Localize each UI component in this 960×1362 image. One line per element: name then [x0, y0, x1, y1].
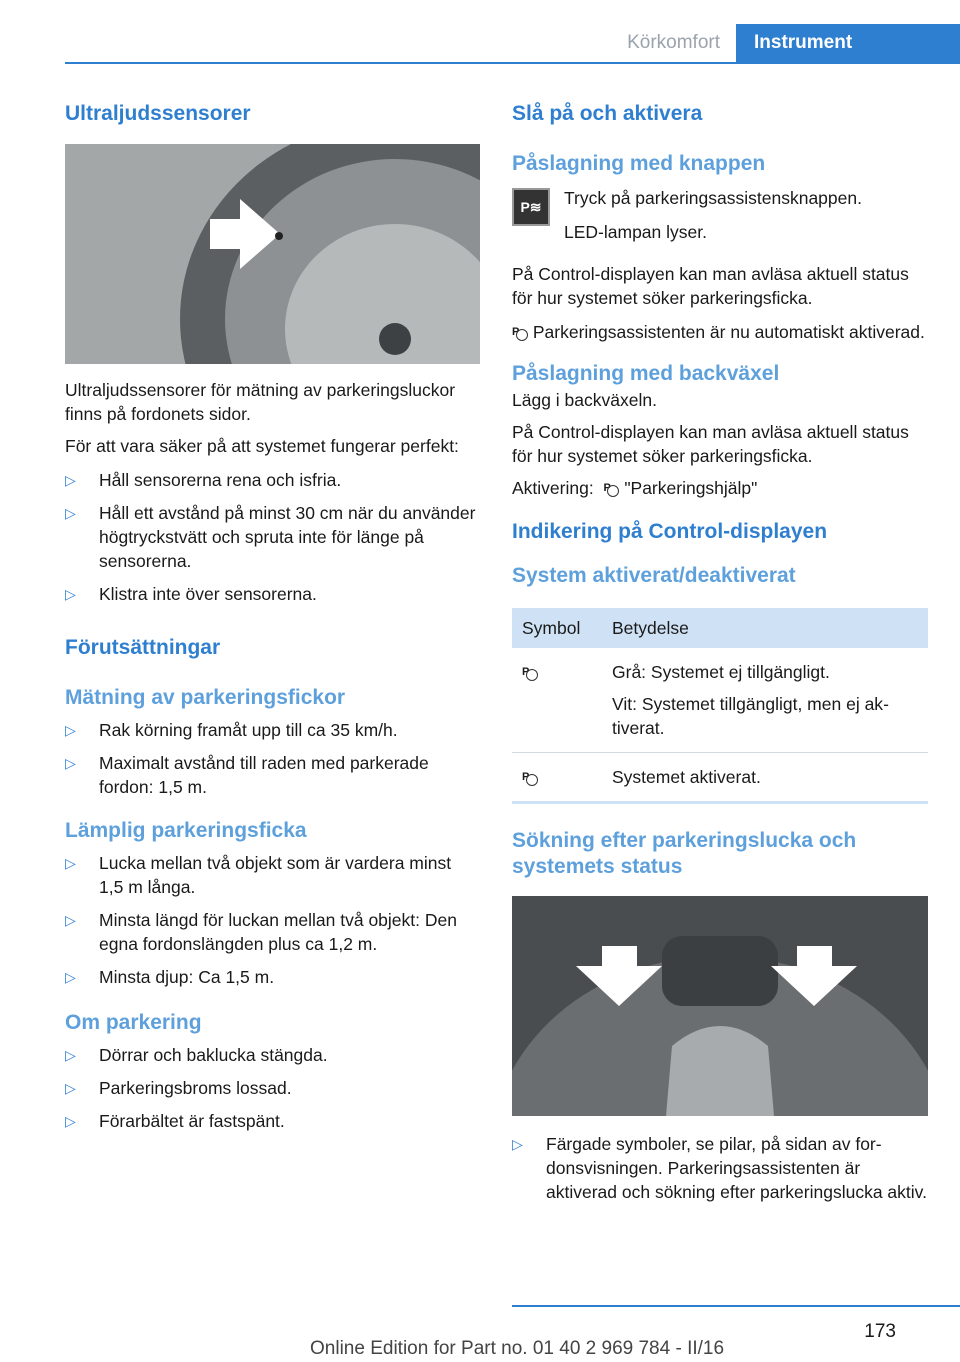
list-item: ▷ Parkeringsbroms lossad.: [65, 1076, 480, 1100]
heading-prerequisites: Förutsättningar: [65, 636, 221, 659]
heading-display: Indikering på Control-displayen: [512, 520, 828, 543]
right-column: [512, 100, 927, 1204]
subheading: System aktiverat/deaktiverat: [512, 564, 796, 587]
paragraph-with-icon: [512, 320, 927, 344]
chapter-tab: Instrument: [736, 24, 960, 62]
page-footer: [512, 1305, 960, 1342]
list-item: ▷ Förarbältet är fastspänt.: [65, 1109, 480, 1133]
paragraph: Tryck på parkeringsassistensknappen.: [564, 188, 862, 208]
subheading: Sökning efter parkeringslucka och systemets status: [512, 829, 857, 878]
table-cell: Vit: Systemet tillgängligt, men ej aktiverat.: [612, 694, 889, 738]
paragraph-text: Parkeringsassistenten är nu automatiskt aktiverad.: [532, 322, 925, 342]
symbol-table: [512, 608, 928, 804]
list-item: ▷ Minsta djup: Ca 1,5 m.: [65, 965, 480, 989]
list-item: ▷ Rak körning framåt upp till ca 35 km/h.: [65, 718, 480, 742]
list-item: ▷ Färgade symboler, se pilar, på sidan av fordonsvisningen. Parkeringsassistenten är aktiverad och sökning efter parkeringslucka aktiv.: [512, 1132, 927, 1204]
subheading: Mätning av parkeringsfickor: [65, 686, 346, 709]
list-item: ▷ Håll ett avstånd på minst 30 cm när du använder högtryckstvätt och spruta inte för länge på sensorerna.: [65, 501, 480, 573]
list-item: ▷ Maximalt avstånd till raden med parkerade fordon: 1,5 m.: [65, 751, 480, 799]
paragraph: LED-lampan lyser.: [564, 222, 707, 242]
table-cell: Systemet aktiverat.: [612, 767, 761, 787]
control-display-image: [512, 896, 928, 1116]
wheel-sensor-image: [65, 144, 480, 364]
table-cell: Grå: Systemet ej tillgängligt.: [612, 662, 830, 682]
col-meaning: Betydelse: [602, 608, 928, 648]
park-assist-button-icon: P≋: [512, 188, 550, 226]
paragraph: För att vara säker på att systemet fungerar perfekt:: [65, 436, 459, 456]
list-item: ▷ Dörrar och baklucka stängda.: [65, 1043, 480, 1067]
subheading: Påslagning med backväxel: [512, 362, 780, 385]
paragraph: Lägg i backväxeln.: [512, 390, 657, 410]
section-title: Körkomfort: [627, 32, 720, 53]
heading-ultrasound: Ultraljudssensorer: [65, 102, 251, 125]
edition-text: Online Edition for Part no. 01 40 2 969 784 - II/16: [310, 1338, 725, 1359]
park-assist-icon: [603, 479, 619, 497]
list-item: ▷ Minsta längd för luckan mellan två objekt: Den egna fordonslängden plus ca 1,2 m.: [65, 908, 480, 956]
subheading: Påslagning med knappen: [512, 152, 766, 175]
left-column: [65, 100, 480, 1133]
park-assist-icon: [522, 663, 538, 681]
activation-label: Aktivering:: [512, 478, 594, 498]
menu-item-name: "Parkeringshjälp": [624, 478, 758, 498]
paragraph: Ultraljudssensorer för mätning av parkeringsluckor finns på fordonets sidor.: [65, 380, 456, 424]
col-symbol: Symbol: [512, 608, 602, 648]
heading-activate: Slå på och aktivera: [512, 102, 703, 125]
page-number: 173: [864, 1321, 896, 1342]
paragraph-with-icon: [512, 476, 927, 500]
paragraph: På Control-displayen kan man avläsa aktuell status för hur systemet söker parkeringsficka.: [512, 422, 909, 466]
list-item: ▷ Lucka mellan två objekt som är vardera minst 1,5 m långa.: [65, 851, 480, 899]
page-header: [65, 24, 960, 64]
list-item: ▷ Klistra inte över sensorerna.: [65, 582, 480, 606]
park-assist-active-icon: [522, 768, 538, 786]
subheading: Om parkering: [65, 1011, 202, 1034]
paragraph: På Control-displayen kan man avläsa aktuell status för hur systemet söker parkeringsficka.: [512, 264, 909, 308]
subheading: Lämplig parkeringsficka: [65, 819, 307, 842]
park-assist-icon: [512, 323, 528, 341]
list-item: ▷ Håll sensorerna rena och isfria.: [65, 468, 480, 492]
